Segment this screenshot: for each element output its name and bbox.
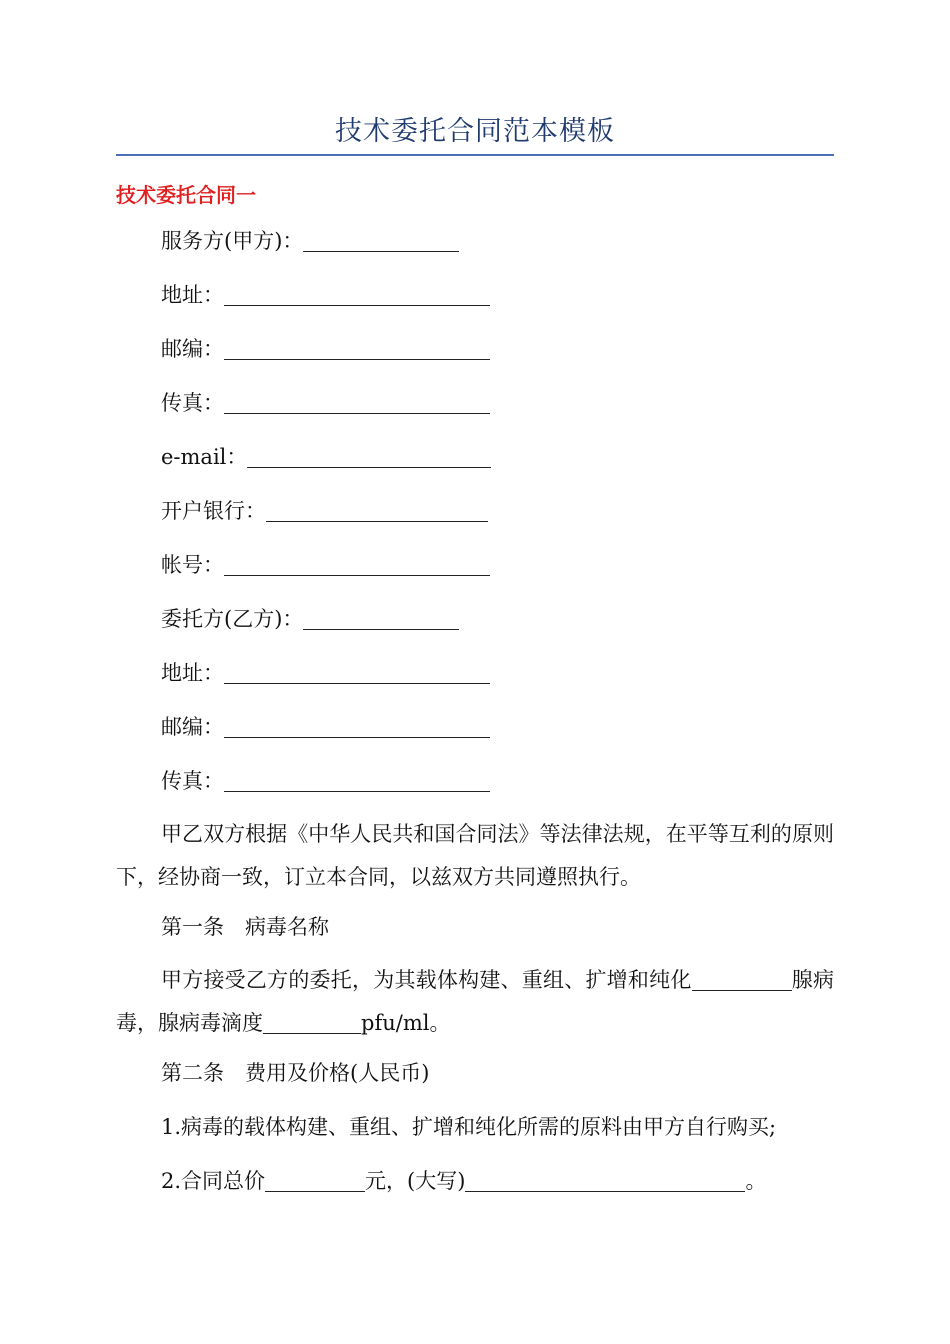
article2-item2-part2: 元，(大写) bbox=[365, 1169, 466, 1193]
party-b-postcode-line bbox=[161, 712, 490, 742]
article2-item1: 1.病毒的载体构建、重组、扩增和纯化所需的原料由甲方自行购买; bbox=[161, 1115, 777, 1139]
party-a-account-label: 帐号： bbox=[161, 553, 224, 577]
article1-heading: 第一条 病毒名称 bbox=[161, 915, 329, 939]
article1-text-part2: 腺病毒，腺病毒滴度 bbox=[116, 968, 835, 1035]
party-a-account-line bbox=[161, 550, 490, 580]
party-a-address-label: 地址： bbox=[161, 283, 224, 307]
party-b-fax-line bbox=[161, 766, 490, 796]
party-a-bank-line bbox=[161, 496, 488, 526]
party-a-name-line bbox=[161, 226, 459, 256]
titer-blank bbox=[263, 1013, 361, 1034]
party-b-name-line bbox=[161, 604, 459, 634]
party-a-account-blank bbox=[224, 555, 490, 576]
party-a-address-blank bbox=[224, 285, 490, 306]
section-heading: 技术委托合同一 bbox=[116, 183, 256, 207]
party-b-postcode-blank bbox=[224, 717, 490, 738]
article1-text-part1: 甲方接受乙方的委托，为其载体构建、重组、扩增和纯化 bbox=[161, 968, 692, 992]
intro-paragraph: 甲乙双方根据《中华人民共和国合同法》等法律法规，在平等互利的原则下，经协商一致，订立本合同，以兹双方共同遵照执行。 bbox=[116, 822, 834, 889]
party-b-fax-label: 传真： bbox=[161, 769, 224, 793]
party-b-postcode-label: 邮编： bbox=[161, 715, 224, 739]
party-b-fax-blank bbox=[224, 771, 490, 792]
total-price-blank bbox=[265, 1171, 365, 1192]
party-a-fax-line bbox=[161, 388, 490, 418]
party-a-email-blank bbox=[247, 447, 491, 468]
party-a-postcode-blank bbox=[224, 339, 490, 360]
article1-paragraph bbox=[116, 959, 834, 1045]
party-a-bank-label: 开户银行： bbox=[161, 499, 266, 523]
party-a-fax-blank bbox=[224, 393, 490, 414]
party-a-postcode-label: 邮编： bbox=[161, 337, 224, 361]
party-a-name-label: 服务方(甲方)： bbox=[161, 229, 304, 253]
party-b-name-label: 委托方(乙方)： bbox=[161, 607, 304, 631]
article2-item2-part1: 2.合同总价 bbox=[161, 1169, 266, 1193]
party-a-address-line bbox=[161, 280, 490, 310]
party-a-fax-label: 传真： bbox=[161, 391, 224, 415]
party-a-postcode-line bbox=[161, 334, 490, 364]
party-b-address-label: 地址： bbox=[161, 661, 224, 685]
article2-heading: 第二条 费用及价格(人民币) bbox=[161, 1061, 430, 1085]
article2-item2-part3: 。 bbox=[745, 1169, 767, 1193]
party-a-bank-blank bbox=[266, 501, 488, 522]
party-b-name-blank bbox=[303, 609, 459, 630]
document-title: 技术委托合同范本模板 bbox=[335, 116, 615, 147]
party-a-email-line bbox=[161, 442, 491, 472]
party-a-name-blank bbox=[303, 231, 459, 252]
party-b-address-blank bbox=[224, 663, 490, 684]
article2-item2 bbox=[161, 1166, 766, 1196]
party-a-email-label: e-mail： bbox=[161, 445, 248, 469]
virus-name-blank bbox=[692, 970, 792, 991]
total-price-uppercase-blank bbox=[465, 1171, 745, 1192]
party-b-address-line bbox=[161, 658, 490, 688]
article1-text-part3: pfu/ml。 bbox=[361, 1011, 451, 1035]
title-divider bbox=[116, 154, 834, 156]
